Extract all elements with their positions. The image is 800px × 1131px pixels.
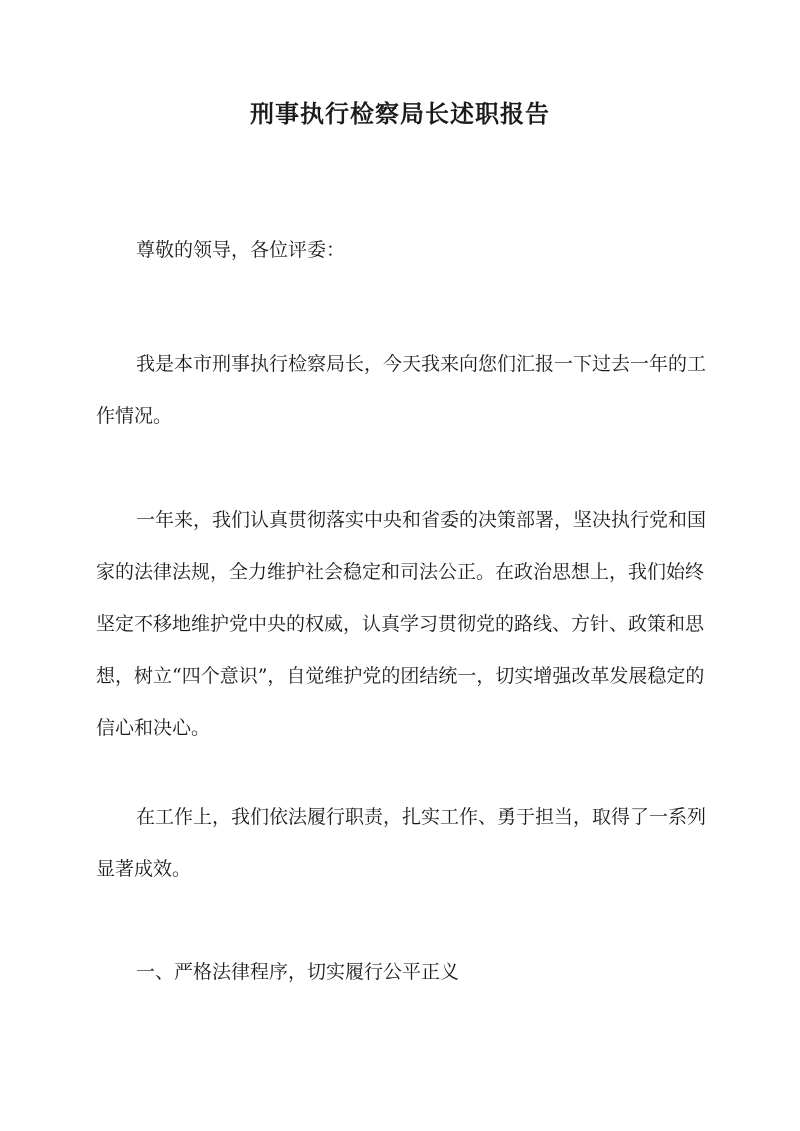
year-summary-paragraph: 一年来，我们认真贯彻落实中央和省委的决策部署，坚决执行党和国家的法律法规，全力维护社会稳定和司法公正。在政治思想上，我们始终坚定不移地维护党中央的权威，认真学习贯彻党的路线、方针、政策和思想，树立“四个意识”，自觉维护党的团结统一，切实增强改革发展稳定的信心和决心。 xyxy=(96,509,707,739)
intro-paragraph: 我是本市刑事执行检察局长，今天我来向您们汇报一下过去一年的工作情况。 xyxy=(96,353,707,427)
document-title: 刑事执行检察局长述职报告 xyxy=(250,99,550,128)
salutation-paragraph: 尊敬的领导，各位评委： xyxy=(136,239,346,261)
section-heading-1: 一、严格法律程序，切实履行公平正义 xyxy=(136,961,460,983)
work-summary-paragraph: 在工作上，我们依法履行职责，扎实工作、勇于担当，取得了一系列显著成效。 xyxy=(96,806,707,880)
